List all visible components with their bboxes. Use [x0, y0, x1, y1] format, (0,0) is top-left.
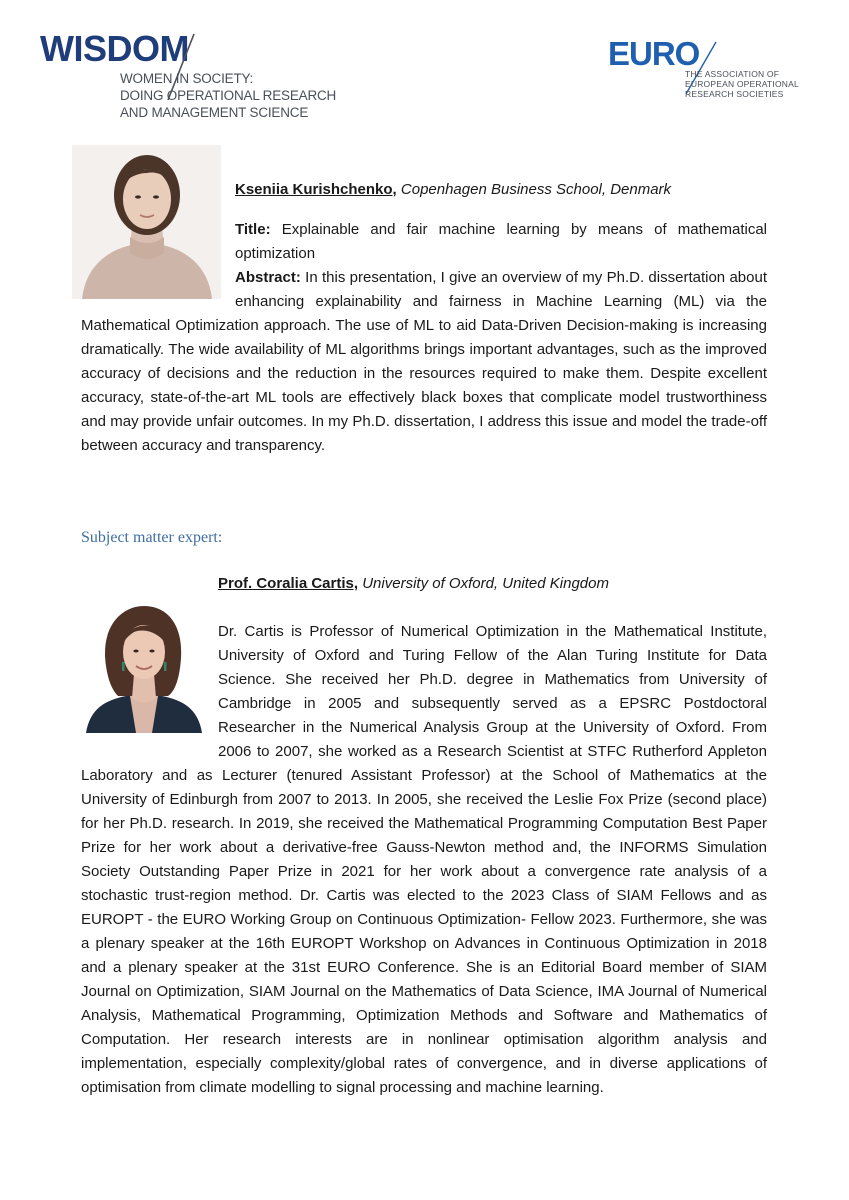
wisdom-wordmark: WISDOM	[40, 28, 189, 69]
talk-title-text: Explainable and fair machine learning by means of mathematical optimization	[235, 221, 767, 262]
wisdom-tagline-line-3: AND MANAGEMENT SCIENCE	[120, 105, 309, 120]
euro-tagline-line-3: RESEARCH SOCIETIES	[685, 89, 784, 99]
speaker-photo	[72, 145, 221, 299]
section-heading: Subject matter expert:	[81, 529, 223, 546]
expert-name: Prof. Coralia Cartis,	[218, 575, 359, 592]
speaker-header	[235, 178, 770, 202]
euro-logo	[608, 35, 799, 106]
talk-title	[235, 218, 767, 266]
expert-affiliation: University of Oxford, United Kingdom	[362, 575, 609, 592]
abstract-text-part-1: In this presentation, I give an overview of my Ph.D. dissertation about enhancing explainability and fairness in Machine Learning (ML) via the	[235, 269, 767, 310]
expert-bio-intro: Dr. Cartis is Professor of Numerical Optimization in the Mathematical Institute, University of Oxford and Turing Fellow of the Alan Turing Institute for Data Science. She received her Ph.D. degree in Mathematics from University of Cambridge in 2005 and subsequently served as a EPSRC Postdoctoral Researcher in the Numerical Analysis Group at the University of Oxford. From 2006 to 2007, she worked as a Research Scientist at STFC Rutherford Appleton	[218, 623, 767, 760]
abstract-intro	[235, 266, 767, 314]
wisdom-tagline-line-2: DOING OPERATIONAL RESEARCH	[120, 88, 337, 103]
abstract-label: Abstract:	[235, 269, 301, 286]
expert-bio-body: Laboratory and as Lecturer (tenured Assistant Professor) at the School of Mathematics at the University of Edinburgh from 2007 to 2013. In 2005, she received the Leslie Fox Prize (second place) for her Ph.D. research. In 2019, she received the Mathematical Programming Computation Best Paper Prize for her work about a derivative-free Gauss-Newton method and, the INFORMS Simulation Society Outstanding Paper Prize in 2021 for her work about a convergence rate analysis of a stochastic trust-region method. Dr. Cartis was elected to the 2023 Class of SIAM Fellows and as EUROPT - the EURO Working Group on Continuous Optimization- Fellow 2023. Furthermore, she was a plenary speaker at the 16th EUROPT Workshop on Advances in Continuous Optimization in 2018 and a plenary speaker at the 31st EURO Conference. She is an Editorial Board member of SIAM Journal on Optimization, SIAM Journal on the Mathematics of Data Science, IMA Journal of Numerical Analysis, Mathematical Programming, Optimization Methods and Software and Mathematics of Computation. Her research interests are in nonlinear optimisation algorithm analysis and implementation, especially complexity/global rates of convergence, and in diverse applications of optimisation from climate modelling to signal processing and machine learning.	[81, 767, 767, 1096]
expert-header	[218, 572, 778, 596]
wisdom-tagline	[120, 70, 336, 121]
euro-tagline-line-2: EUROPEAN OPERATIONAL	[685, 79, 799, 89]
wisdom-logo	[40, 28, 337, 143]
euro-tagline	[685, 69, 799, 99]
euro-wordmark: EURO	[608, 35, 700, 72]
speaker-affiliation: Copenhagen Business School, Denmark	[400, 181, 672, 198]
talk-title-label: Title:	[235, 221, 271, 238]
wisdom-tagline-line-1: WOMEN IN SOCIETY:	[120, 71, 254, 86]
abstract-body: Mathematical Optimization approach. The use of ML to aid Data-Driven Decision-making is increasing dramatically. The wide availability of ML algorithms brings important advantages, such as the improved accuracy of decisions and the reduction in the resources required to make them. Despite excellent accuracy, state-of-the-art ML tools are effectively black boxes that complicate model trustworthiness and may provide unfair outcomes. In my Ph.D. dissertation, I address this issue and model the trade-off between accuracy and transparency.	[81, 317, 767, 454]
euro-tagline-line-1: THE ASSOCIATION OF	[685, 69, 780, 79]
speaker-name: Kseniia Kurishchenko,	[235, 181, 397, 198]
expert-photo	[82, 596, 205, 733]
